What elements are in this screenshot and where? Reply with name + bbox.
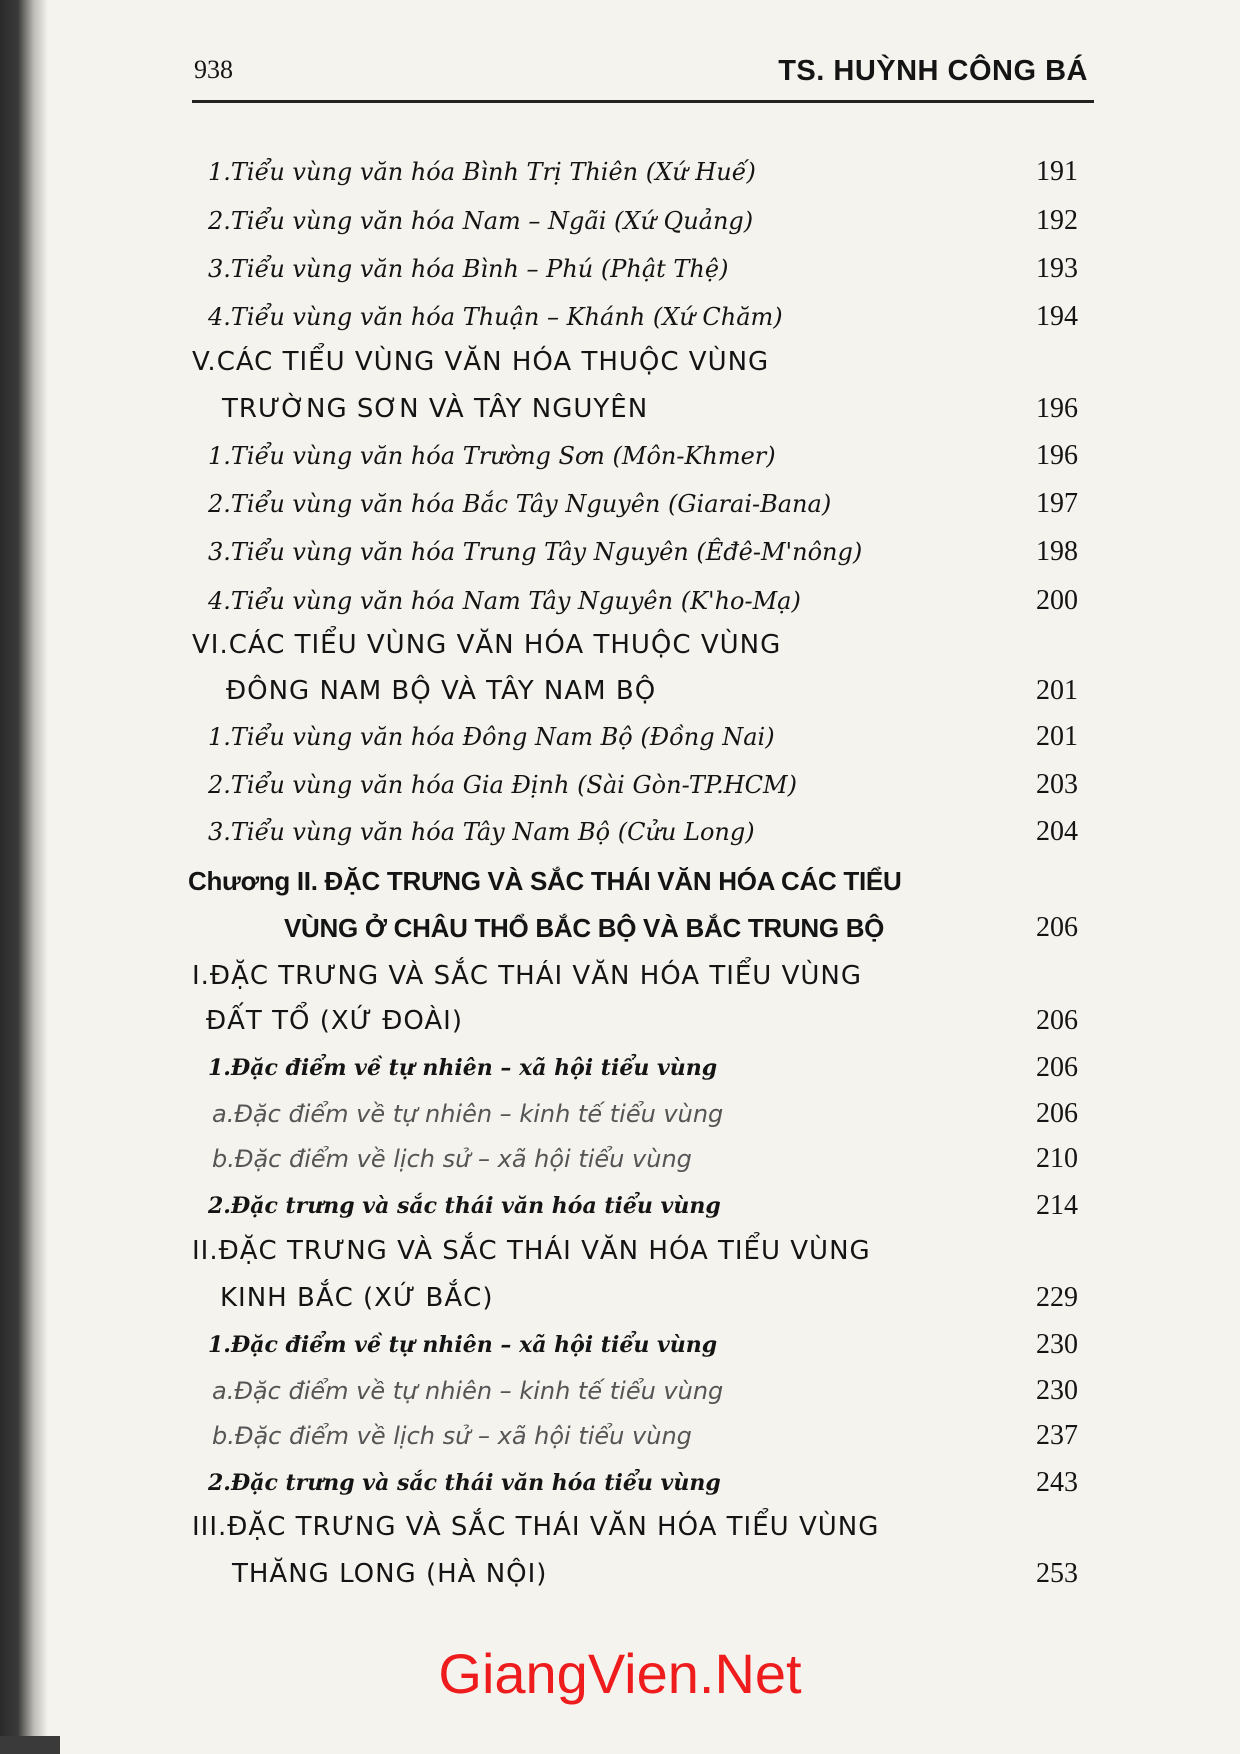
toc-section-heading[interactable] — [0, 1503, 1240, 1551]
toc-entry-page: 203 — [1036, 769, 1078, 800]
toc-entry-page: 237 — [1036, 1420, 1078, 1451]
toc-entry-title: 3.Tiểu vùng văn hóa Bình – Phú (Phật Thệ) — [208, 255, 729, 283]
watermark-text: GiangVien.Net — [438, 1642, 802, 1705]
toc-entry-page: 196 — [1036, 440, 1078, 471]
toc-entry[interactable] — [0, 245, 1240, 293]
toc-entry-page: 230 — [1036, 1329, 1078, 1360]
toc-entry[interactable] — [0, 1367, 1240, 1415]
toc-entry-title: b.Đặc điểm về lịch sử – xã hội tiểu vùng — [212, 1145, 692, 1173]
toc-entry-page: 206 — [1036, 912, 1078, 943]
toc-entry-page: 192 — [1036, 205, 1078, 236]
toc-entry-page: 201 — [1036, 675, 1078, 706]
toc-entry[interactable] — [0, 713, 1240, 761]
toc-entry-title: KINH BẮC (XỨ BẮC) — [220, 1283, 494, 1313]
toc-entry-page: 206 — [1036, 1005, 1078, 1036]
toc-entry-page: 243 — [1036, 1467, 1078, 1498]
toc-section-heading[interactable] — [0, 1227, 1240, 1275]
toc-section-heading[interactable] — [0, 385, 1240, 433]
toc-entry[interactable] — [0, 1090, 1240, 1138]
toc-section-heading[interactable] — [0, 1274, 1240, 1322]
toc-entry-page: 206 — [1036, 1052, 1078, 1083]
toc-entry[interactable] — [0, 480, 1240, 528]
toc-entry-page: 200 — [1036, 585, 1078, 616]
toc-entry-title: III.ĐẶC TRƯNG VÀ SẮC THÁI VĂN HÓA TIỂU VÙNG — [192, 1512, 880, 1542]
toc-entry-title: 3.Tiểu vùng văn hóa Tây Nam Bộ (Cửu Long) — [208, 818, 755, 846]
toc-entry-title: THĂNG LONG (HÀ NỘI) — [232, 1559, 548, 1589]
toc-entry-page: 191 — [1036, 156, 1078, 187]
toc-entry-title: 2.Tiểu vùng văn hóa Gia Định (Sài Gòn-TP.HCM) — [208, 771, 797, 799]
toc-entry[interactable] — [0, 1135, 1240, 1183]
toc-entry-page: 229 — [1036, 1282, 1078, 1313]
toc-entry[interactable] — [0, 1182, 1240, 1230]
toc-entry-title: 1.Đặc điểm về tự nhiên – xã hội tiểu vùng — [208, 1055, 718, 1081]
toc-entry[interactable] — [0, 1044, 1240, 1092]
toc-entry[interactable] — [0, 577, 1240, 625]
toc-entry-title: ĐÔNG NAM BỘ VÀ TÂY NAM BỘ — [226, 676, 657, 706]
toc-entry-title: 2.Đặc trưng và sắc thái văn hóa tiểu vùng — [208, 1193, 721, 1219]
toc-section-heading[interactable] — [0, 952, 1240, 1000]
running-head-author: TS. HUỲNH CÔNG BÁ — [778, 55, 1088, 87]
toc-section-heading[interactable] — [0, 621, 1240, 669]
toc-entry-page: 198 — [1036, 536, 1078, 567]
toc-entry-title: 2.Tiểu vùng văn hóa Nam – Ngãi (Xứ Quảng) — [208, 207, 754, 235]
toc-entry-page: 196 — [1036, 393, 1078, 424]
toc-entry-page: 197 — [1036, 488, 1078, 519]
toc-entry[interactable] — [0, 1412, 1240, 1460]
page-number: 938 — [194, 55, 233, 84]
toc-entry-title: a.Đặc điểm về tự nhiên – kinh tế tiểu vùng — [212, 1100, 724, 1128]
toc-chapter-heading[interactable] — [0, 857, 1240, 905]
toc-entry-title: 4.Tiểu vùng văn hóa Thuận – Khánh (Xứ Chăm) — [208, 303, 783, 331]
toc-entry-title: VI.CÁC TIỂU VÙNG VĂN HÓA THUỘC VÙNG — [192, 630, 782, 660]
toc-entry[interactable] — [0, 1321, 1240, 1369]
toc-entry-title: VÙNG Ở CHÂU THỔ BẮC BỘ VÀ BẮC TRUNG BỘ — [284, 913, 885, 943]
toc-entry-page: 206 — [1036, 1098, 1078, 1129]
toc-entry[interactable] — [0, 528, 1240, 576]
toc-chapter-heading[interactable] — [0, 904, 1240, 952]
toc-entry[interactable] — [0, 148, 1240, 196]
page-corner-shadow — [0, 1736, 60, 1754]
toc-entry-title: V.CÁC TIỂU VÙNG VĂN HÓA THUỘC VÙNG — [192, 347, 770, 377]
toc-entry-title: 1.Đặc điểm về tự nhiên – xã hội tiểu vùng — [208, 1332, 718, 1358]
toc-entry-title: ĐẤT TỔ (XỨ ĐOÀI) — [206, 1006, 463, 1036]
toc-entry-page: 253 — [1036, 1558, 1078, 1589]
header-rule — [192, 100, 1094, 103]
toc-entry-page: 210 — [1036, 1143, 1078, 1174]
toc-entry-title: 2.Tiểu vùng văn hóa Bắc Tây Nguyên (Giarai-Bana) — [208, 490, 832, 518]
toc-entry[interactable] — [0, 293, 1240, 341]
toc-entry-page: 204 — [1036, 816, 1078, 847]
toc-entry-title: TRƯỜNG SƠN VÀ TÂY NGUYÊN — [222, 394, 649, 424]
toc-entry-page: 230 — [1036, 1375, 1078, 1406]
toc-entry-title: Chương II. ĐẶC TRƯNG VÀ SẮC THÁI VĂN HÓA CÁC TIỂU — [188, 866, 902, 896]
toc-entry[interactable] — [0, 197, 1240, 245]
toc-entry-title: 4.Tiểu vùng văn hóa Nam Tây Nguyên (K'ho-Mạ) — [208, 587, 801, 615]
toc-entry-title: 1.Tiểu vùng văn hóa Trường Sơn (Môn-Khmer) — [208, 442, 776, 470]
toc-entry-page: 214 — [1036, 1190, 1078, 1221]
toc-section-heading[interactable] — [0, 1550, 1240, 1598]
toc-entry-title: 1.Tiểu vùng văn hóa Đông Nam Bộ (Đồng Nai) — [208, 723, 775, 751]
toc-section-heading[interactable] — [0, 997, 1240, 1045]
toc-entry[interactable] — [0, 761, 1240, 809]
toc-entry-page: 194 — [1036, 301, 1078, 332]
toc-entry-page: 201 — [1036, 721, 1078, 752]
toc-entry-title: b.Đặc điểm về lịch sử – xã hội tiểu vùng — [212, 1422, 692, 1450]
toc-entry-title: I.ĐẶC TRƯNG VÀ SẮC THÁI VĂN HÓA TIỂU VÙNG — [192, 961, 863, 991]
toc-entry-page: 193 — [1036, 253, 1078, 284]
toc-section-heading[interactable] — [0, 667, 1240, 715]
toc-entry-title: II.ĐẶC TRƯNG VÀ SẮC THÁI VĂN HÓA TIỂU VÙNG — [192, 1236, 871, 1266]
toc-entry[interactable] — [0, 1459, 1240, 1507]
toc-entry-title: 2.Đặc trưng và sắc thái văn hóa tiểu vùng — [208, 1470, 721, 1496]
toc-section-heading[interactable] — [0, 338, 1240, 386]
toc-entry[interactable] — [0, 808, 1240, 856]
toc-entry-title: 3.Tiểu vùng văn hóa Trung Tây Nguyên (Êđê-M'nông) — [208, 538, 863, 566]
toc-entry[interactable] — [0, 432, 1240, 480]
toc-entry-title: 1.Tiểu vùng văn hóa Bình Trị Thiên (Xứ Huế) — [208, 158, 756, 186]
toc-entry-title: a.Đặc điểm về tự nhiên – kinh tế tiểu vùng — [212, 1377, 724, 1405]
